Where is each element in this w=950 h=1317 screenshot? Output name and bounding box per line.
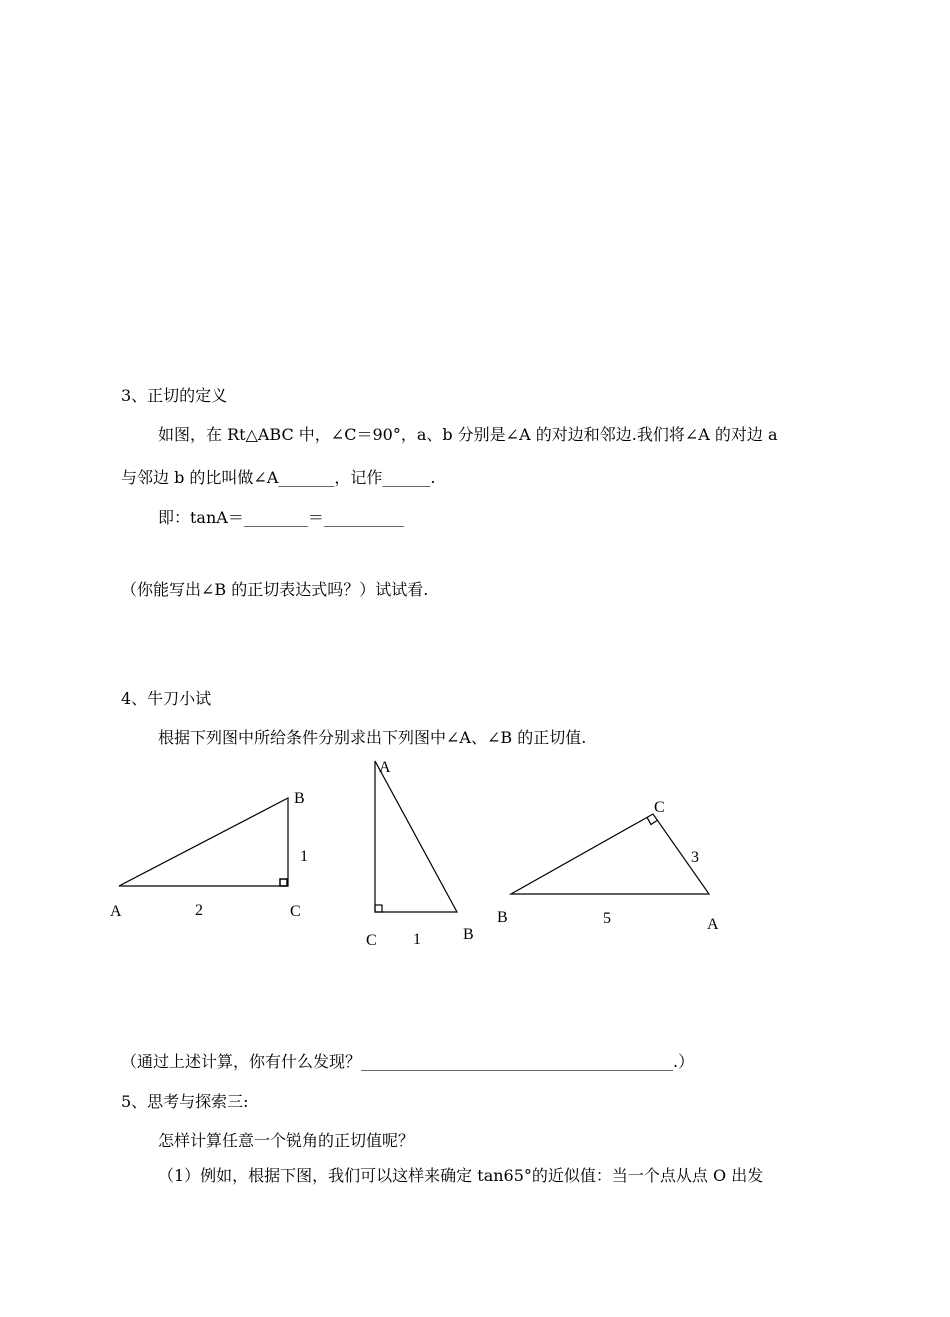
fig2-vertex-b: B: [463, 926, 474, 943]
triangle-figure-3: [490, 795, 730, 945]
section-3-question: （你能写出∠B 的正切表达式吗？）试试看.: [121, 580, 429, 599]
fig1-vertex-c: C: [290, 903, 301, 920]
section-5-paragraph-1: 怎样计算任意一个锐角的正切值呢？: [158, 1131, 415, 1150]
fig1-side-ac: 2: [195, 902, 203, 919]
section-4-paragraph-1: 根据下列图中所给条件分别求出下列图中∠A、∠B 的正切值.: [158, 728, 587, 747]
fig3-side-ca: 3: [691, 849, 699, 866]
triangle-2-drawing: [360, 755, 490, 955]
section-3-formula: 即：tanA＝________＝__________: [158, 508, 404, 527]
fig3-vertex-b: B: [497, 909, 508, 926]
section-4-heading: 4、牛刀小试: [121, 689, 212, 708]
section-5-heading: 5、思考与探索三:: [121, 1092, 249, 1111]
section-3-paragraph-2: 与邻边 b 的比叫做∠A_______，记作______.: [121, 468, 436, 487]
section-5-paragraph-2: （1）例如，根据下图，我们可以这样来确定 tan65°的近似值：当一个点从点 O 出发: [158, 1166, 764, 1185]
fig3-vertex-a: A: [707, 916, 719, 933]
section-4-discovery: （通过上述计算，你有什么发现？_______________________________________.）: [121, 1052, 695, 1071]
fig1-vertex-a: A: [110, 903, 122, 920]
fig1-side-bc: 1: [300, 848, 308, 865]
triangle-figure-2: [360, 755, 490, 955]
triangle-figure-1: [105, 785, 325, 925]
fig1-vertex-b: B: [294, 790, 305, 807]
fig3-vertex-c: C: [654, 799, 665, 816]
fig2-vertex-c: C: [366, 932, 377, 949]
section-3-paragraph-1: 如图，在 Rt△ABC 中，∠C＝90°，a、b 分别是∠A 的对边和邻边.我们将∠A 的对边 a: [158, 425, 778, 444]
fig2-vertex-a: A: [379, 759, 391, 776]
fig2-side-cb: 1: [413, 931, 421, 948]
section-3-heading: 3、正切的定义: [121, 386, 228, 405]
fig3-side-ba: 5: [603, 910, 611, 927]
